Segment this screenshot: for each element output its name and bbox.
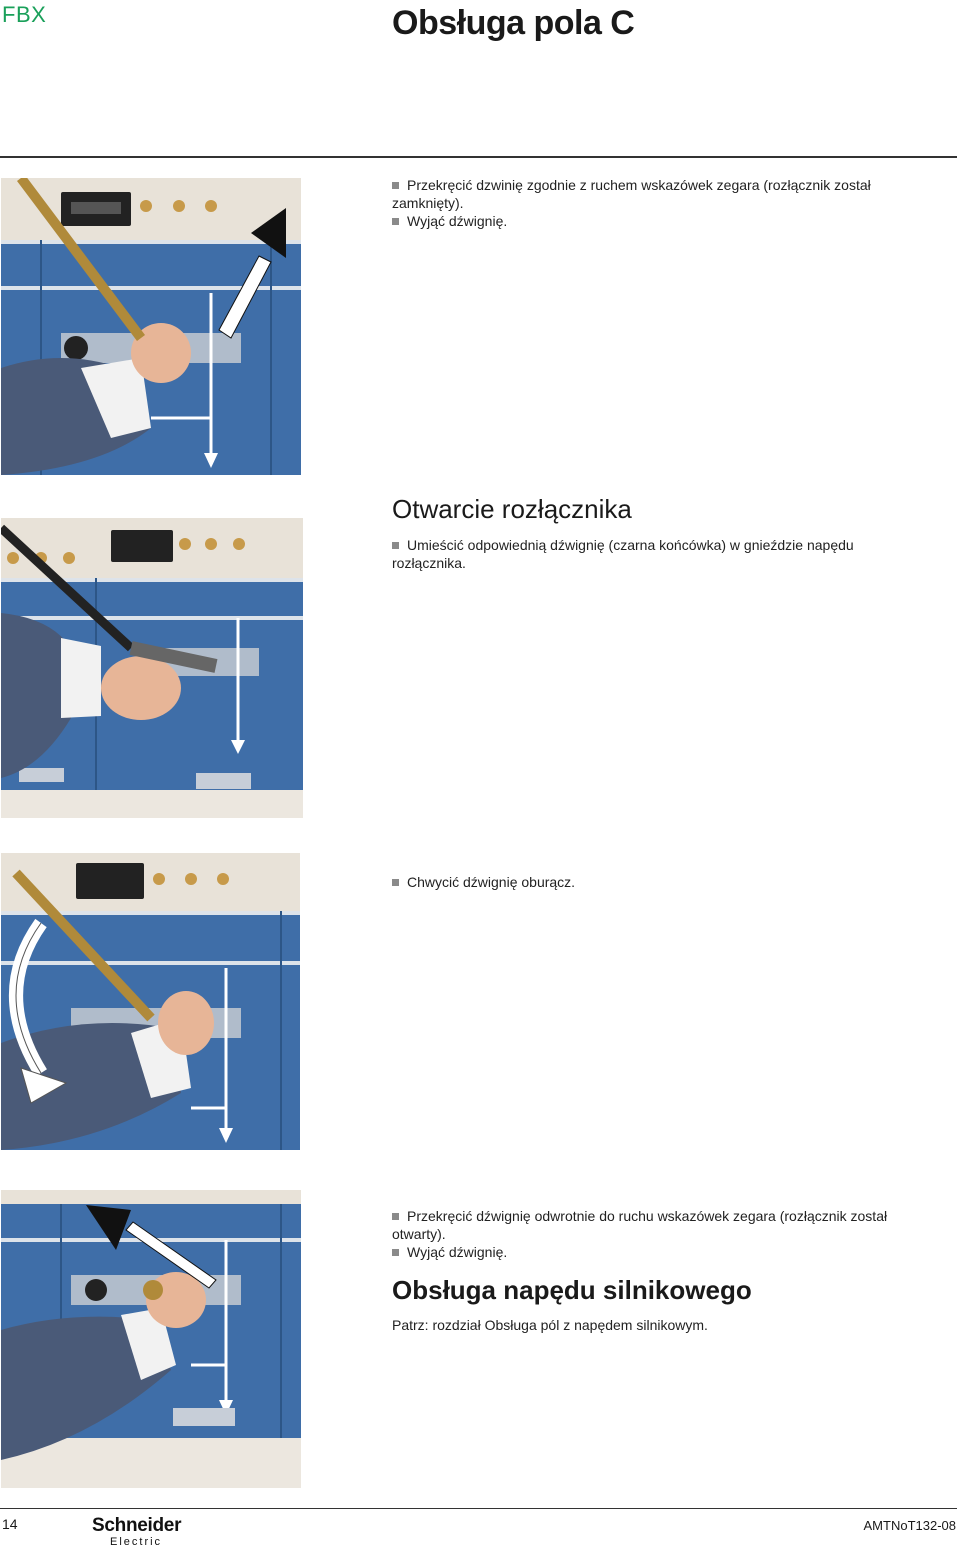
list-item: Przekręcić dźwignię odwrotnie do ruchu wskazówek zegara (rozłącznik został otwarty). (392, 1208, 888, 1242)
header-divider (0, 156, 957, 158)
page-title: Obsługa pola C (392, 4, 635, 42)
bullet-icon (392, 182, 399, 189)
footer-divider (0, 1508, 957, 1509)
photo-grip-lever (1, 853, 300, 1150)
bullet-icon (392, 1249, 399, 1256)
section-4-text (392, 1207, 940, 1261)
section-3-text (392, 873, 912, 891)
section-1-text (392, 176, 940, 230)
list-item: Wyjąć dźwignię. (392, 212, 940, 230)
section-heading-opening: Otwarcie rozłącznika (392, 494, 632, 524)
schneider-logo (92, 1516, 181, 1548)
bullet-icon (392, 1213, 399, 1220)
section-2-text (392, 536, 912, 572)
photo-closing-lever (1, 178, 301, 475)
list-item: Przekręcić dzwinię zgodnie z ruchem wskazówek zegara (rozłącznik został zamknięty). (392, 177, 871, 211)
photo-insert-lever (1, 518, 303, 818)
logo-line-2: Electric (110, 1536, 163, 1548)
bullet-icon (392, 542, 399, 549)
document-reference: AMTNoT132-08 (863, 1518, 956, 1533)
brand-label: FBX (2, 2, 47, 27)
bullet-icon (392, 218, 399, 225)
section-heading-motor: Obsługa napędu silnikowego (392, 1275, 752, 1305)
bullet-icon (392, 879, 399, 886)
page-number: 14 (2, 1516, 18, 1532)
photo-opening-lever (1, 1190, 301, 1488)
logo-line-1: Schneider (92, 1515, 182, 1536)
section-5-text: Patrz: rozdział Obsługa pól z napędem silnikowym. (392, 1317, 708, 1333)
list-item: Umieścić odpowiednią dźwignię (czarna końcówka) w gnieździe napędu rozłącznika. (392, 537, 854, 571)
list-item: Chwycić dźwignię oburącz. (392, 873, 912, 891)
list-item: Wyjąć dźwignię. (392, 1243, 940, 1261)
